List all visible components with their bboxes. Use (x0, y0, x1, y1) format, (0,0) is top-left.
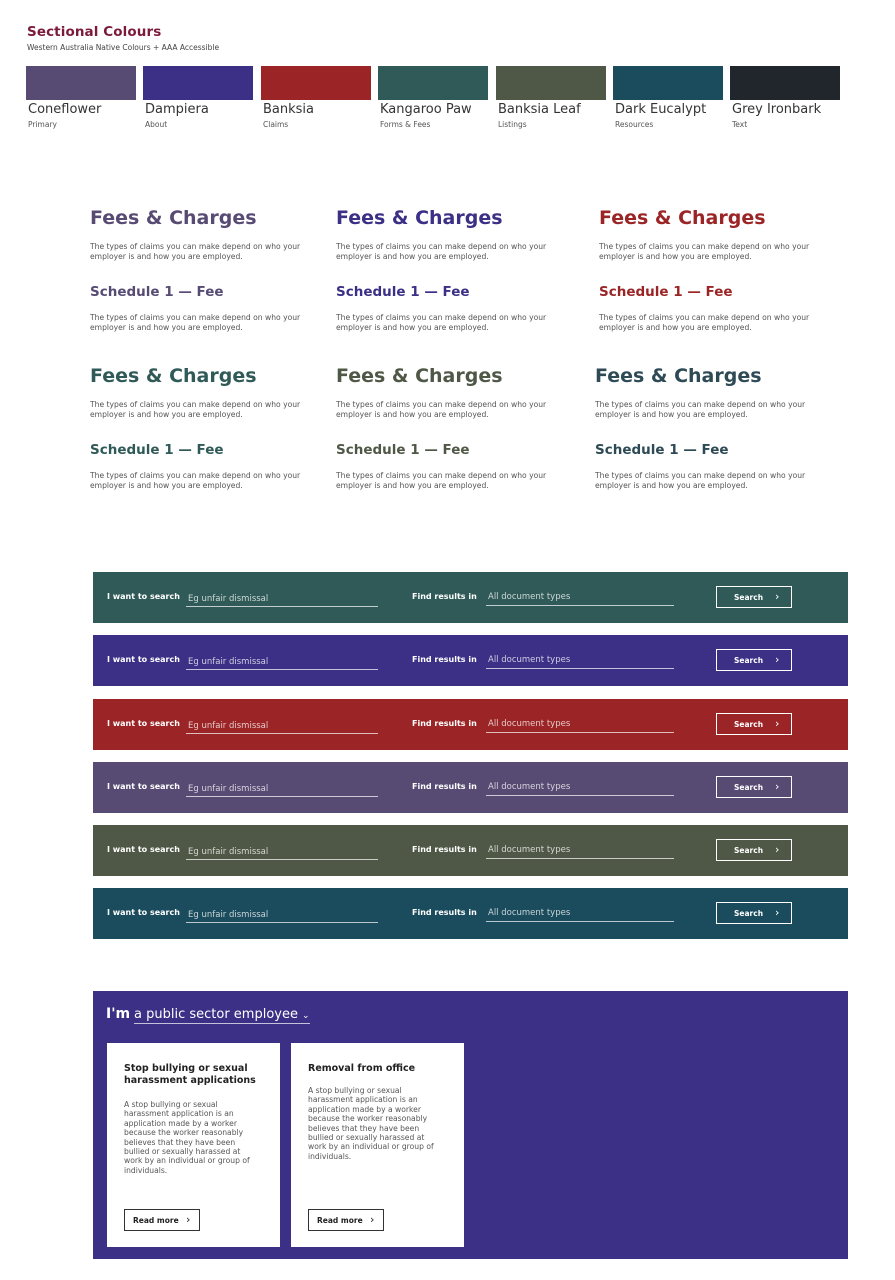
swatch-chip (730, 66, 840, 100)
page-subtitle: Western Australia Native Colours + AAA Accessible (27, 43, 220, 52)
swatch-chip (613, 66, 723, 100)
swatch-name: Kangaroo Paw (380, 102, 472, 117)
search-button[interactable] (716, 649, 792, 671)
sample-body: The types of claims you can make depend on who your employer is and how you are employed. (595, 400, 806, 419)
sample-body: The types of claims you can make depend on who your employer is and how you are employed. (90, 242, 301, 261)
sample-subheading: Schedule 1 — Fee (90, 442, 224, 458)
chevron-down-icon: ⌄ (301, 1011, 310, 1021)
sample-heading: Fees & Charges (336, 365, 503, 387)
sample-body: The types of claims you can make depend on who your employer is and how you are employed. (336, 242, 547, 261)
sample-body: The types of claims you can make depend on who your employer is and how you are employed. (336, 400, 547, 419)
search-bar (93, 572, 848, 623)
audience-select-value: a public sector employee (134, 1007, 298, 1022)
search-button-label: Search (734, 656, 764, 665)
swatch-banksia-leaf (496, 66, 606, 129)
swatch-chip (261, 66, 371, 100)
sample-body: The types of claims you can make depend on who your employer is and how you are employed. (599, 313, 810, 332)
chevron-right-icon: › (775, 906, 780, 919)
search-button-label: Search (734, 593, 764, 602)
sample-subheading: Schedule 1 — Fee (599, 284, 733, 300)
audience-panel (93, 991, 848, 1259)
info-card (291, 1043, 464, 1247)
find-results-label: Find results in (412, 782, 477, 791)
sample-body: The types of claims you can make depend on who your employer is and how you are employed. (599, 242, 810, 261)
sample-body: The types of claims you can make depend on who your employer is and how you are employed. (595, 471, 806, 490)
search-label: I want to search (107, 845, 180, 854)
search-label: I want to search (107, 655, 180, 664)
sample-body: The types of claims you can make depend on who your employer is and how you are employed. (90, 400, 301, 419)
read-more-button[interactable] (308, 1209, 384, 1231)
search-button[interactable] (716, 586, 792, 608)
sample-heading: Fees & Charges (595, 365, 762, 387)
read-more-label: Read more (317, 1216, 363, 1225)
chevron-right-icon: › (775, 717, 780, 730)
sample-subheading: Schedule 1 — Fee (336, 442, 470, 458)
swatch-role: Resources (615, 120, 654, 129)
search-input[interactable] (186, 592, 378, 607)
sample-subheading: Schedule 1 — Fee (595, 442, 729, 458)
sample-subheading: Schedule 1 — Fee (90, 284, 224, 300)
search-input[interactable] (186, 845, 378, 860)
card-body: A stop bullying or sexual harassment application is an application made by a worker because the worker reasonably believes that they have been bullied or sexually harassed at work by an individual or group of individuals. (124, 1100, 250, 1175)
swatch-name: Banksia Leaf (498, 102, 581, 117)
document-type-select[interactable]: All document types (486, 592, 674, 606)
chevron-right-icon: › (775, 653, 780, 666)
search-button[interactable] (716, 902, 792, 924)
swatch-banksia (261, 66, 371, 129)
find-results-label: Find results in (412, 845, 477, 854)
search-button-label: Search (734, 909, 764, 918)
search-label: I want to search (107, 908, 180, 917)
card-title: Stop bullying or sexual harassment applications (124, 1063, 256, 1086)
sample-body: The types of claims you can make depend on who your employer is and how you are employed. (90, 471, 301, 490)
search-button-label: Search (734, 846, 764, 855)
chevron-right-icon: › (775, 780, 780, 793)
swatch-chip (143, 66, 253, 100)
document-type-select[interactable]: All document types (486, 845, 674, 859)
search-bar (93, 635, 848, 686)
read-more-button[interactable] (124, 1209, 200, 1231)
document-type-select[interactable]: All document types (486, 719, 674, 733)
chevron-right-icon: › (775, 590, 780, 603)
search-button[interactable] (716, 839, 792, 861)
sample-body: The types of claims you can make depend on who your employer is and how you are employed. (90, 313, 301, 332)
card-body: A stop bullying or sexual harassment application is an application made by a worker because the worker reasonably believes that they have been bullied or sexually harassed at work by an individual or group of individuals. (308, 1086, 434, 1161)
sample-body: The types of claims you can make depend on who your employer is and how you are employed. (336, 471, 547, 490)
search-bar (93, 825, 848, 876)
sample-heading: Fees & Charges (90, 207, 257, 229)
search-input[interactable] (186, 908, 378, 923)
search-bar (93, 762, 848, 813)
audience-prefix: I'm (106, 1006, 131, 1022)
audience-select[interactable] (134, 1007, 310, 1024)
document-type-select[interactable]: All document types (486, 782, 674, 796)
card-title: Removal from office (308, 1063, 416, 1074)
swatch-role: Claims (263, 120, 289, 129)
swatch-role: Listings (498, 120, 527, 129)
search-input[interactable] (186, 782, 378, 797)
swatch-coneflower (26, 66, 136, 129)
sample-heading: Fees & Charges (599, 207, 766, 229)
swatch-role: Text (732, 120, 748, 129)
search-button[interactable] (716, 776, 792, 798)
page-title: Sectional Colours (27, 24, 162, 40)
swatch-role: Primary (28, 120, 57, 129)
swatch-name: Banksia (263, 102, 315, 117)
find-results-label: Find results in (412, 908, 477, 917)
search-label: I want to search (107, 719, 180, 728)
document-type-select[interactable]: All document types (486, 908, 674, 922)
swatch-chip (496, 66, 606, 100)
sample-heading: Fees & Charges (90, 365, 257, 387)
search-label: I want to search (107, 592, 180, 601)
swatch-role: Forms & Fees (380, 120, 431, 129)
info-card (107, 1043, 280, 1247)
search-button[interactable] (716, 713, 792, 735)
sample-subheading: Schedule 1 — Fee (336, 284, 470, 300)
sample-body: The types of claims you can make depend on who your employer is and how you are employed. (336, 313, 547, 332)
search-bar (93, 699, 848, 750)
search-button-label: Search (734, 783, 764, 792)
swatch-grey-ironbark (730, 66, 840, 129)
sample-heading: Fees & Charges (336, 207, 503, 229)
swatch-name: Dark Eucalypt (615, 102, 707, 117)
search-input[interactable] (186, 719, 378, 734)
chevron-right-icon: › (370, 1213, 375, 1226)
swatch-name: Coneflower (28, 102, 102, 117)
swatch-kangaroo-paw (378, 66, 488, 129)
swatch-dampiera (143, 66, 253, 129)
swatch-role: About (145, 120, 168, 129)
chevron-right-icon: › (186, 1213, 191, 1226)
search-button-label: Search (734, 720, 764, 729)
swatch-dark-eucalypt (613, 66, 723, 129)
swatch-name: Dampiera (145, 102, 209, 117)
swatch-chip (378, 66, 488, 100)
search-input[interactable] (186, 655, 378, 670)
swatch-name: Grey Ironbark (732, 102, 822, 117)
find-results-label: Find results in (412, 655, 477, 664)
swatch-chip (26, 66, 136, 100)
chevron-right-icon: › (775, 843, 780, 856)
document-type-select[interactable]: All document types (486, 655, 674, 669)
search-bar (93, 888, 848, 939)
search-label: I want to search (107, 782, 180, 791)
find-results-label: Find results in (412, 592, 477, 601)
read-more-label: Read more (133, 1216, 179, 1225)
find-results-label: Find results in (412, 719, 477, 728)
